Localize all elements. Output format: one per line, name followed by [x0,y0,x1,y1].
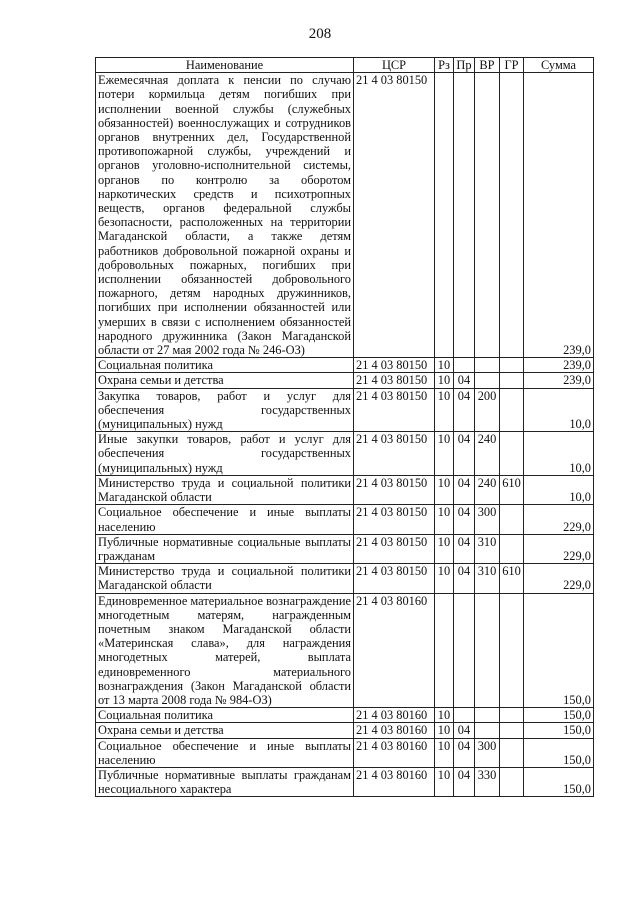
row-vr [475,723,500,738]
row-rz: 10 [435,708,454,723]
table-row [96,738,594,767]
row-rz: 10 [435,738,454,767]
row-csr: 21 4 03 80150 [354,475,435,504]
row-pr: 04 [454,534,475,563]
row-sum: 239,0 [524,373,594,388]
column-header-rz: Рз [435,58,454,73]
row-gr [500,534,524,563]
row-pr: 04 [454,564,475,593]
row-rz: 10 [435,505,454,534]
row-csr: 21 4 03 80150 [354,358,435,373]
table-row [96,505,594,534]
table-row [96,475,594,504]
row-rz: 10 [435,534,454,563]
table-header-row [96,58,594,73]
budget-table [95,57,594,797]
row-csr: 21 4 03 80150 [354,534,435,563]
row-sum: 150,0 [524,738,594,767]
row-vr: 310 [475,534,500,563]
row-vr: 300 [475,505,500,534]
row-pr: 04 [454,388,475,432]
column-header-name: Наименование [96,58,354,73]
row-vr [475,373,500,388]
row-gr [500,73,524,358]
row-sum: 239,0 [524,358,594,373]
row-vr: 240 [475,475,500,504]
row-vr: 200 [475,388,500,432]
row-rz: 10 [435,475,454,504]
table-row [96,373,594,388]
row-pr: 04 [454,505,475,534]
row-gr [500,738,524,767]
column-header-gr: ГР [500,58,524,73]
row-name: Социальное обеспечение и иные выплаты населению [96,738,354,767]
row-gr [500,723,524,738]
row-csr: 21 4 03 80160 [354,593,435,708]
row-sum: 229,0 [524,534,594,563]
row-sum: 150,0 [524,723,594,738]
row-pr: 04 [454,738,475,767]
row-sum: 150,0 [524,593,594,708]
row-csr: 21 4 03 80150 [354,373,435,388]
row-vr: 300 [475,738,500,767]
row-name: Социальное обеспечение и иные выплаты населению [96,505,354,534]
row-csr: 21 4 03 80160 [354,738,435,767]
row-gr [500,388,524,432]
column-header-vr: ВР [475,58,500,73]
row-pr [454,73,475,358]
row-gr: 610 [500,475,524,504]
row-gr [500,593,524,708]
row-rz: 10 [435,564,454,593]
table-row [96,534,594,563]
row-name: Единовременное материальное вознаграждение многодетным матерям, награжденным почетным знаком Магаданской области «Материнская слава», для награждения многодетных матерей, выплата единовременного материального вознаграждения (Закон Магаданской области от 13 марта 2008 года № 984-ОЗ) [96,593,354,708]
row-csr: 21 4 03 80150 [354,388,435,432]
row-rz: 10 [435,373,454,388]
row-sum: 239,0 [524,73,594,358]
row-csr: 21 4 03 80150 [354,505,435,534]
row-sum: 229,0 [524,564,594,593]
row-name: Закупка товаров, работ и услуг для обеспечения государственных (муниципальных) нужд [96,388,354,432]
row-name: Иные закупки товаров, работ и услуг для обеспечения государственных (муниципальных) нужд [96,432,354,476]
table-row [96,723,594,738]
row-sum: 10,0 [524,475,594,504]
table-row [96,432,594,476]
row-gr [500,767,524,796]
column-header-pr: Пр [454,58,475,73]
row-name: Публичные нормативные социальные выплаты гражданам [96,534,354,563]
row-pr [454,708,475,723]
table-row [96,708,594,723]
row-name: Ежемесячная доплата к пенсии по случаю потери кормильца детям погибших при исполнении военной службы (служебных обязанностей) военнослужащих и сотрудников органов внутренних дел, Государственной противопожарной службы, учреждений и органов уголовно-исполнительной системы, органов по контролю за оборотом наркотических средств и психотропных веществ, органов федеральной службы безопасности, расположенных на территории Магаданской области, а также детям работников добровольной пожарной охраны и добровольных пожарных, погибших при исполнении обязанностей добровольного пожарного, детям народных дружинников, погибших при исполнении обязанностей или умерших в связи с исполнением обязанностей народного дружинника (Закон Магаданской области от 27 мая 2002 года № 246-ОЗ) [96,73,354,358]
row-vr: 310 [475,564,500,593]
row-name: Публичные нормативные выплаты гражданам несоциального характера [96,767,354,796]
row-pr [454,593,475,708]
table-row [96,388,594,432]
row-vr [475,73,500,358]
row-csr: 21 4 03 80160 [354,767,435,796]
row-pr: 04 [454,767,475,796]
row-rz [435,593,454,708]
page-number: 208 [308,26,332,42]
row-gr: 610 [500,564,524,593]
row-sum: 10,0 [524,432,594,476]
column-header-sum: Сумма [524,58,594,73]
row-csr: 21 4 03 80150 [354,564,435,593]
row-csr: 21 4 03 80150 [354,73,435,358]
row-rz: 10 [435,432,454,476]
row-pr: 04 [454,475,475,504]
row-rz: 10 [435,358,454,373]
row-name: Министерство труда и социальной политики Магаданской области [96,564,354,593]
table-row [96,593,594,708]
row-name: Социальная политика [96,708,354,723]
table-row [96,73,594,358]
row-sum: 150,0 [524,767,594,796]
row-name: Социальная политика [96,358,354,373]
row-csr: 21 4 03 80150 [354,432,435,476]
row-rz: 10 [435,723,454,738]
row-vr [475,708,500,723]
row-gr [500,505,524,534]
row-csr: 21 4 03 80160 [354,708,435,723]
row-csr: 21 4 03 80160 [354,723,435,738]
row-pr: 04 [454,723,475,738]
row-gr [500,432,524,476]
row-pr: 04 [454,432,475,476]
row-sum: 229,0 [524,505,594,534]
row-name: Министерство труда и социальной политики Магаданской области [96,475,354,504]
row-rz [435,73,454,358]
row-sum: 150,0 [524,708,594,723]
row-sum: 10,0 [524,388,594,432]
row-rz: 10 [435,767,454,796]
row-vr: 330 [475,767,500,796]
table-row [96,358,594,373]
row-name: Охрана семьи и детства [96,723,354,738]
column-header-csr: ЦСР [354,58,435,73]
row-vr [475,358,500,373]
row-gr [500,708,524,723]
row-name: Охрана семьи и детства [96,373,354,388]
row-pr: 04 [454,373,475,388]
table-row [96,564,594,593]
row-vr: 240 [475,432,500,476]
row-gr [500,373,524,388]
row-pr [454,358,475,373]
row-vr [475,593,500,708]
table-row [96,767,594,796]
row-gr [500,358,524,373]
row-rz: 10 [435,388,454,432]
